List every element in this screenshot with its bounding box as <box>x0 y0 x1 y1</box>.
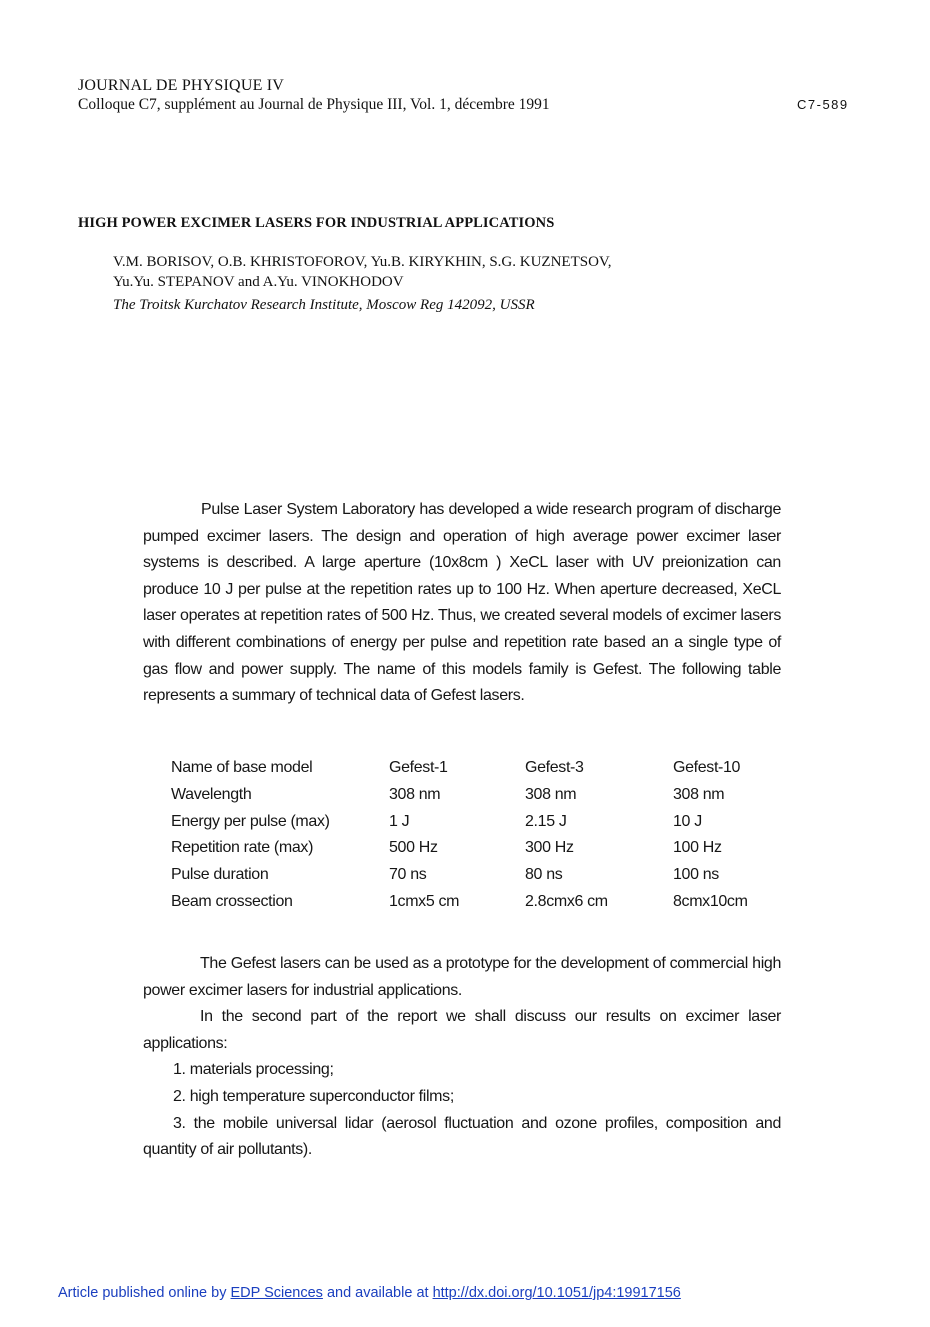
table-row <box>171 808 783 835</box>
colloque-line: Colloque C7, supplément au Journal de Physique III, Vol. 1, décembre 1991 <box>78 96 550 113</box>
table-header-cell: Name of base model <box>171 759 313 777</box>
authors-line-1: V.M. BORISOV, O.B. KHRISTOFOROV, Yu.B. KIRYKHIN, S.G. KUZNETSOV, <box>113 254 612 270</box>
table-cell: 100 Hz <box>673 839 722 857</box>
table-cell: 1cmx5 cm <box>389 892 460 910</box>
list-item: 1. materials processing; <box>173 1061 334 1079</box>
table-cell: 2.15 J <box>525 812 567 830</box>
table-header-row <box>171 755 783 782</box>
table-cell: 500 Hz <box>389 839 438 857</box>
footer-middle: and available at <box>326 1285 429 1301</box>
table-cell: 100 ns <box>673 866 719 884</box>
table-cell: 308 nm <box>673 786 725 804</box>
table-cell: 308 nm <box>389 786 441 804</box>
authors-line-2: Yu.Yu. STEPANOV and A.Yu. VINOKHODOV <box>113 274 404 290</box>
table-row <box>171 862 783 889</box>
table-cell: Energy per pulse (max) <box>171 812 330 830</box>
table-row <box>171 782 783 809</box>
table-cell: 80 ns <box>525 866 563 884</box>
journal-name: JOURNAL DE PHYSIQUE IV <box>78 77 285 94</box>
table-header-cell: Gefest-3 <box>525 759 584 777</box>
list-item: 2. high temperature superconductor films; <box>173 1087 454 1105</box>
table-cell: 300 Hz <box>525 839 574 857</box>
closing-section <box>143 951 781 1164</box>
doi-link[interactable]: http://dx.doi.org/10.1051/jp4:19917156 <box>432 1285 681 1301</box>
publisher-link[interactable]: EDP Sciences <box>230 1285 323 1301</box>
table-cell: 8cmx10cm <box>673 892 748 910</box>
specifications-table <box>171 755 783 915</box>
table-header-cell: Gefest-10 <box>673 759 741 777</box>
table-cell: 70 ns <box>389 866 427 884</box>
closing-paragraph-2: In the second part of the report we shall discuss our results on excimer laser applications: <box>143 1008 781 1052</box>
list-item: 3. the mobile universal lidar (aerosol fluctuation and ozone profiles, composition and quantity of air pollutants). <box>143 1114 781 1159</box>
table-cell: Beam crossection <box>171 892 293 910</box>
page-number: C7-589 <box>797 97 849 112</box>
table-cell: 1 J <box>389 812 410 830</box>
footer-prefix: Article published online by <box>58 1285 227 1301</box>
table-row <box>171 888 783 915</box>
table-cell: Pulse duration <box>171 866 269 884</box>
publication-footer <box>58 1285 681 1301</box>
table-cell: Repetition rate (max) <box>171 839 314 857</box>
paper-title: HIGH POWER EXCIMER LASERS FOR INDUSTRIAL APPLICATIONS <box>78 215 555 231</box>
abstract-text: Pulse Laser System Laboratory has developed a wide research program of discharge pumped excimer lasers. The design and operation of high average power excimer laser systems is described. A large aperture (10x8cm ) XeCL laser with UV preionization can produce 10 J per pulse at the repetition rates up to 100 Hz. When aperture decreased, XeCL laser operates at repetition rates of 500 Hz. Thus, we created several models of excimer lasers with different combinations of energy per pulse and repetition rate based an a single type of gas flow and power supply. The name of this models family is Gefest. The following table represents a summary of technical data of Gefest lasers. <box>143 501 781 705</box>
table-cell: Wavelength <box>171 786 252 804</box>
table-row <box>171 835 783 862</box>
table-cell: 308 nm <box>525 786 577 804</box>
closing-paragraph-1: The Gefest lasers can be used as a prototype for the development of commercial high power excimer lasers for industrial applications. <box>143 955 781 999</box>
table-header-cell: Gefest-1 <box>389 759 448 777</box>
table-cell: 10 J <box>673 812 702 830</box>
affiliation: The Troitsk Kurchatov Research Institute, Moscow Reg 142092, USSR <box>113 297 535 313</box>
table-cell: 2.8cmx6 cm <box>525 892 608 910</box>
abstract-paragraph <box>143 497 781 710</box>
